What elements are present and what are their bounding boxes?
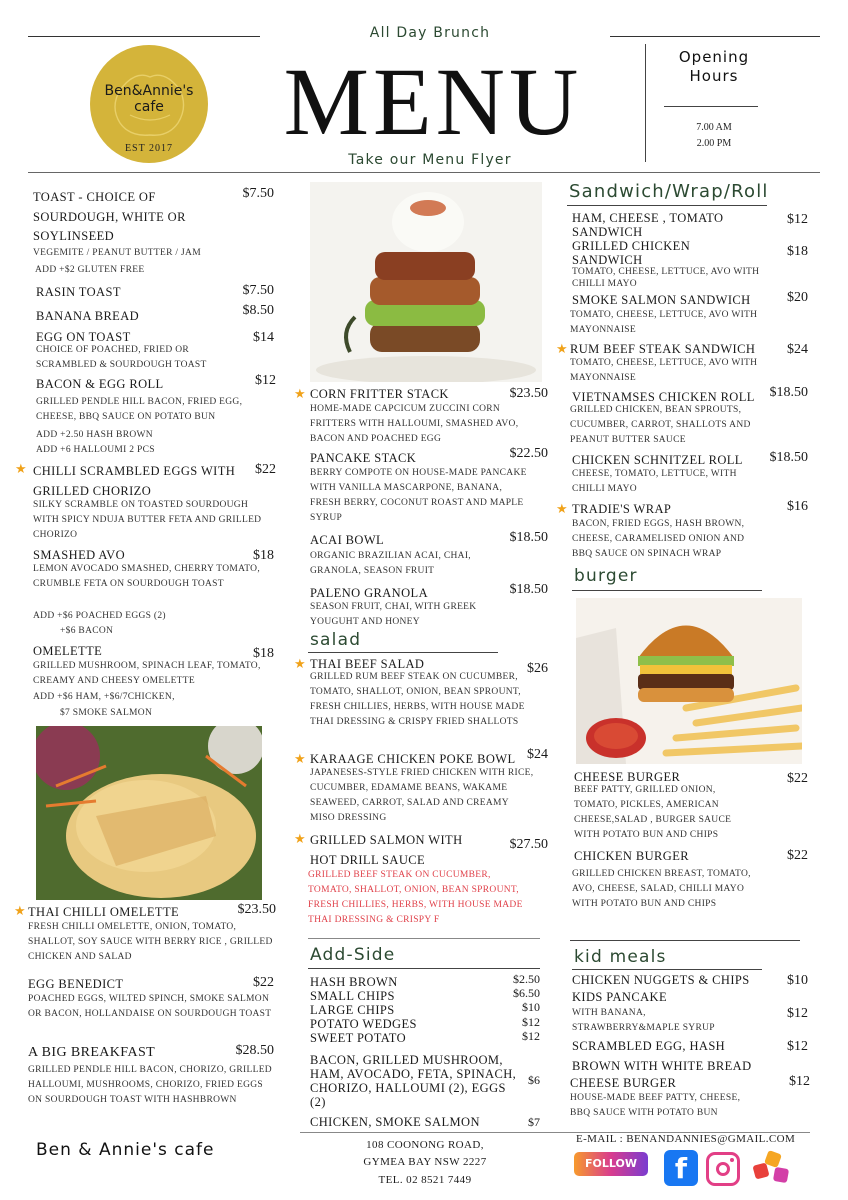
item-title: CHEESE BURGER (574, 770, 681, 784)
item-price: $14 (253, 330, 274, 345)
item-addon: $7 SMOKE SALMON (60, 708, 153, 718)
footer-email[interactable]: E-MAIL : BENANDANNIES@GMAIL.COM (576, 1133, 796, 1145)
item-desc: CHOICE OF POACHED, FRIED OR SCRAMBLED & SOURDOUGH TOAST (36, 345, 207, 370)
menu-title: MENU (283, 48, 583, 155)
item-price: $26 (527, 661, 548, 676)
item-price: $12 (255, 373, 276, 388)
item-desc: GRILLED BEEF STEAK ON CUCUMBER, TOMATO, SHALLOT, ONION, BEAN SPROUNT, FRESH CHILLIES, HERBS, WITH HOUSE MADE THAI DRESSING & CRISPY F (308, 870, 523, 925)
item-price: $12 (787, 1006, 808, 1021)
item-desc: GRILLED RUM BEEF STEAK ON CUCUMBER, TOMATO, SHALLOT, ONION, BEAN SPROUNT, FRESH CHILLIES, HERBS, WITH HOUSE MADE THAI DRESSING & CRISPY FRIED SHALLOTS (310, 672, 525, 727)
item-desc: TOMATO, CHEESE, LETTUCE, AVO WITH MAYONNAISE (570, 310, 758, 335)
item-price: $12 (787, 212, 808, 227)
item-title: SMALL CHIPS (310, 989, 395, 1003)
item-desc: TOMATO, CHEESE, LETTUCE, AVO WITH MAYONNAISE (570, 358, 758, 383)
menu-flyer: Take our Menu Flyer (348, 152, 512, 168)
item-desc: GRILLED CHICKEN BREAST, TOMATO, AVO, CHEESE, SALAD, CHILLI MAYO WITH POTATO BUN AND CHIPS (572, 869, 751, 909)
item-desc: HOME-MADE CAPCICUM ZUCCINI CORN FRITTERS WITH HALLOUMI, SMASHED AVO, BACON AND POACHED EGG (310, 404, 519, 444)
item-title: SCRAMBLED EGG, HASH BROWN WITH WHITE BREAD (572, 1039, 752, 1073)
item-desc: POACHED EGGS, WILTED SPINCH, SMOKE SALMON OR BACON, HOLLANDAISE ON SOURDOUGH TOAST (28, 994, 272, 1019)
opening-time: 7.00 AM (696, 122, 732, 133)
item-title: ACAI BOWL (310, 533, 385, 547)
item-title: EGG ON TOAST (36, 330, 131, 344)
item-desc: HOUSE-MADE BEEF PATTY, CHEESE, BBQ SAUCE WITH POTATO BUN (570, 1093, 741, 1118)
item-price: $28.50 (235, 1043, 274, 1058)
item-title: TOAST - CHOICE OF SOURDOUGH, WHITE OR SOYLINSEED (33, 190, 186, 243)
instagram-icon[interactable] (706, 1152, 740, 1186)
item-desc: GRILLED PENDLE HILL BACON, CHORIZO, GRILLED HALLOUMI, MUSHROOMS, CHORIZO, FRIED EGGS ON SOURDOUGH TOAST WITH HASHBROWN (28, 1065, 272, 1105)
corn-fritter-photo (310, 182, 542, 382)
item-price: $12 (522, 1029, 540, 1043)
item-title: CHICKEN, SMOKE SALMON (310, 1115, 480, 1129)
item-title: CORN FRITTER STACK (310, 387, 449, 401)
item-desc: JAPANESES-STYLE FRIED CHICKEN WITH RICE, CUCUMBER, EDAMAME BEANS, WAKAME SEAWEED, CARROT, SALAD AND CREAMY MISO DRESSING (310, 768, 534, 823)
item-title: SWEET POTATO (310, 1031, 407, 1045)
sandwich-heading: Sandwich/Wrap/Roll (569, 181, 769, 202)
item-title: VIETNAMSES CHICKEN ROLL (572, 390, 755, 404)
item-title: SMASHED AVO (33, 548, 126, 562)
item-title: KIDS PANCAKE (572, 990, 667, 1004)
burger-heading: burger (574, 566, 638, 586)
opening-hours-title: Opening Hours (678, 48, 750, 85)
item-price: $18.50 (509, 582, 548, 597)
burger-photo (576, 598, 802, 764)
star-icon: ★ (556, 341, 568, 356)
item-title: CHILLI SCRAMBLED EGGS WITH GRILLED CHORIZO (33, 464, 236, 498)
item-price: $16 (787, 499, 808, 514)
star-icon: ★ (294, 831, 306, 846)
item-price: $18.50 (769, 450, 808, 465)
item-addon: +$6 BACON (60, 626, 114, 636)
item-price: $7.50 (242, 283, 274, 298)
item-desc: SILKY SCRAMBLE ON TOASTED SOURDOUGH WITH SPICY NDUJA BUTTER FETA AND GRILLED CHORIZO (33, 500, 262, 540)
item-price: $10 (522, 1000, 540, 1014)
item-desc: CHEESE, TOMATO, LETTUCE, WITH CHILLI MAYO (572, 469, 737, 494)
footer-cafe-name: Ben & Annie's cafe (36, 1140, 215, 1160)
item-price: $20 (787, 290, 808, 305)
item-desc: ORGANIC BRAZILIAN ACAI, CHAI, GRANOLA, SEASON FRUIT (310, 551, 471, 576)
item-price: $23.50 (237, 902, 276, 917)
item-desc: BEEF PATTY, GRILLED ONION, TOMATO, PICKLES, AMERICAN CHEESE,SALAD , BURGER SAUCE WITH POTATO BUN AND CHIPS (574, 785, 732, 840)
item-desc: GRILLED MUSHROOM, SPINACH LEAF, TOMATO, CREAMY AND CHEESY OMELETTE (33, 661, 261, 686)
item-title: PALENO GRANOLA (310, 586, 428, 600)
item-title: HASH BROWN (310, 975, 398, 989)
item-desc: LEMON AVOCADO SMASHED, CHERRY TOMATO, CRUMBLE FETA ON SOURDOUGH TOAST (33, 564, 260, 589)
item-price: $22 (255, 462, 276, 477)
item-title: THAI CHILLI OMELETTE (28, 905, 180, 919)
item-desc: FRESH CHILLI OMELETTE, ONION, TOMATO, SHALLOT, SOY SAUCE WITH BERRY RICE , GRILLED CHICKEN AND SALAD (28, 922, 273, 962)
facebook-icon[interactable]: f (664, 1150, 698, 1186)
item-price: $24 (787, 342, 808, 357)
item-title: BACON & EGG ROLL (36, 377, 164, 391)
item-title: POTATO WEDGES (310, 1017, 417, 1031)
item-desc: GRILLED PENDLE HILL BACON, FRIED EGG, CHEESE, BBQ SAUCE ON POTATO BUN (36, 397, 243, 422)
item-desc: BACON, FRIED EGGS, HASH BROWN, CHEESE, CARAMELISED ONION AND BBQ SAUCE ON SPINACH WRAP (572, 519, 745, 559)
item-price: $22 (253, 975, 274, 990)
app-icon[interactable] (752, 1150, 794, 1188)
item-title: TRADIE'S WRAP (572, 502, 672, 516)
item-title: CHEESE BURGER (570, 1076, 677, 1090)
item-price: $12 (789, 1074, 810, 1089)
item-price: $6 (528, 1073, 540, 1087)
star-icon: ★ (294, 751, 306, 766)
item-price: $23.50 (509, 386, 548, 401)
star-icon: ★ (294, 656, 306, 671)
item-price: $18.50 (509, 530, 548, 545)
addside-heading: Add-Side (310, 945, 396, 965)
item-addon: ADD +$2 GLUTEN FREE (35, 265, 145, 275)
closing-time: 2.00 PM (696, 138, 732, 149)
item-title: RUM BEEF STEAK SANDWICH (570, 342, 756, 356)
item-addon: ADD +2.50 HASH BROWN (36, 430, 153, 440)
logo (90, 45, 208, 163)
item-price: $22 (787, 771, 808, 786)
item-addon: ADD +$6 POACHED EGGS (2) (33, 611, 166, 621)
logo-est: EST 2017 (124, 143, 174, 154)
footer-address-2: GYMEA BAY NSW 2227 (363, 1156, 487, 1168)
item-title: BACON, GRILLED MUSHROOM, HAM, AVOCADO, FETA, SPINACH, CHORIZO, HALLOUMI (2), EGGS (2) (310, 1053, 517, 1109)
item-desc: GRILLED CHICKEN, BEAN SPROUTS, CUCUMBER, CARROT, SHALLOTS AND PEANUT BUTTER SAUCE (570, 405, 751, 445)
item-price: $10 (787, 973, 808, 988)
item-price: $27.50 (509, 837, 548, 852)
item-title: GRILLED SALMON WITH HOT DRILL SAUCE (310, 833, 463, 867)
item-title: THAI BEEF SALAD (310, 657, 425, 671)
item-title: CHICKEN NUGGETS & CHIPS (572, 973, 750, 987)
item-price: $24 (527, 747, 548, 762)
item-price: $6.50 (513, 986, 540, 1000)
item-title: A BIG BREAKFAST (28, 1045, 156, 1060)
footer-address-1: 108 COONONG ROAD, (366, 1139, 484, 1151)
item-price: $8.50 (242, 303, 274, 318)
item-title: RASIN TOAST (36, 285, 121, 299)
item-title: BANANA BREAD (36, 309, 140, 323)
follow-me-badge[interactable]: FOLLOW ME (574, 1152, 648, 1176)
item-price: $18.50 (769, 385, 808, 400)
item-price: $12 (522, 1015, 540, 1029)
all-day-brunch: All Day Brunch (369, 25, 491, 41)
item-desc: SEASON FRUIT, CHAI, WITH GREEK YOUGUHT AND HONEY (310, 602, 477, 627)
item-price: $22 (787, 848, 808, 863)
item-price: $2.50 (513, 972, 540, 986)
omelette-photo (36, 726, 262, 900)
star-icon: ★ (294, 386, 306, 401)
item-title: LARGE CHIPS (310, 1003, 395, 1017)
item-price: $7.50 (242, 186, 274, 201)
item-title: KARAAGE CHICKEN POKE BOWL (310, 752, 516, 766)
item-title: EGG BENEDICT (28, 977, 124, 991)
item-title: CHICKEN BURGER (574, 849, 689, 863)
star-icon: ★ (556, 501, 568, 516)
item-title: CHICKEN SCHNITZEL ROLL (572, 453, 743, 467)
item-price: $22.50 (509, 446, 548, 461)
item-price: $18 (253, 548, 274, 563)
item-title: GRILLED CHICKEN SANDWICH (572, 239, 691, 267)
item-desc: VEGEMITE / PEANUT BUTTER / JAM (33, 248, 201, 258)
item-desc: WITH BANANA, STRAWBERRY&MAPLE SYRUP (572, 1008, 715, 1033)
item-title: PANCAKE STACK (310, 451, 417, 465)
item-price: $12 (787, 1039, 808, 1054)
kids-heading: kid meals (574, 947, 667, 967)
item-price: $18 (787, 244, 808, 259)
item-title: OMELETTE (33, 644, 103, 658)
footer-phone: TEL. 02 8521 7449 (378, 1174, 472, 1186)
item-price: $7 (528, 1115, 540, 1129)
star-icon: ★ (14, 903, 26, 918)
salad-heading: salad (310, 630, 362, 650)
item-title: HAM, CHEESE , TOMATO SANDWICH (572, 211, 724, 239)
item-price: $18 (253, 646, 274, 661)
item-desc: BERRY COMPOTE ON HOUSE-MADE PANCAKE WITH VANILLA MASCARPONE, BANANA, FRESH BERRY, COCONUT ROAST AND MAPLE SYRUP (310, 468, 527, 523)
item-addon: ADD +6 HALLOUMI 2 PCS (36, 445, 155, 455)
item-desc: TOMATO, CHEESE, LETTUCE, AVO WITH CHILLI MAYO (572, 267, 760, 289)
star-icon: ★ (15, 461, 27, 476)
item-title: SMOKE SALMON SANDWICH (572, 293, 751, 307)
item-addon: ADD +$6 HAM, +$6/7CHICKEN, (33, 692, 175, 702)
logo-name: Ben&Annie's cafe (104, 83, 194, 115)
